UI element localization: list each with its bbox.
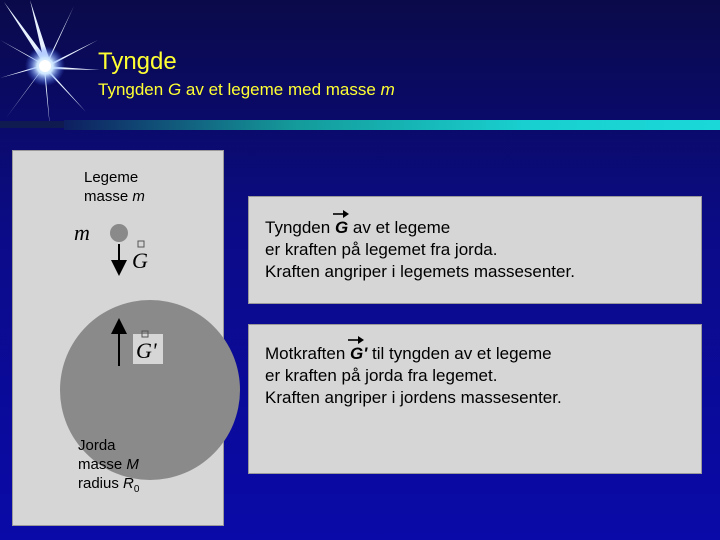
counterforce-symbol: G' — [136, 338, 157, 363]
text-line: er kraften på legemet fra jorda. — [265, 240, 498, 259]
text-line: er kraften på jorda fra legemet. — [265, 366, 498, 385]
counterforce-description — [265, 343, 562, 409]
legeme-label — [84, 168, 145, 206]
accent-bar — [64, 120, 720, 130]
starburst-icon — [0, 0, 100, 130]
subtitle-symbol-g: G — [167, 80, 182, 99]
jorda-label-line: Jorda — [78, 437, 116, 454]
text-line: Kraften angriper i legemets massesenter. — [265, 262, 575, 281]
vector-g: G — [335, 217, 348, 239]
text-line: Motkraften G' til tyngden av et legeme — [265, 343, 562, 365]
text-line: Kraften angriper i jordens massesenter. — [265, 388, 562, 407]
legeme-label-line: masse m — [84, 188, 145, 205]
legeme-label-line: Legeme — [84, 169, 139, 186]
text-line: Tyngden G av et legeme — [265, 217, 575, 239]
slide-title: Tyngde — [98, 48, 177, 75]
jorda-label-line: masse M — [78, 456, 139, 473]
body-mass-dot — [110, 224, 128, 242]
gravity-symbol: G — [132, 248, 148, 273]
gravity-description — [265, 217, 575, 283]
accent-bar-left — [0, 121, 70, 128]
vector-g-prime: G' — [350, 343, 367, 365]
subtitle-symbol-m: m — [380, 80, 395, 99]
subtitle-text: av et legeme med masse — [181, 80, 381, 99]
mass-symbol: m — [74, 220, 90, 245]
counterforce-description-box — [248, 324, 702, 474]
jorda-label — [78, 436, 139, 499]
jorda-label-line: radius $R_0$ — [78, 475, 140, 495]
slide-subtitle — [98, 80, 395, 100]
gravity-description-box — [248, 196, 702, 304]
subtitle-text: Tyngden — [98, 80, 168, 99]
